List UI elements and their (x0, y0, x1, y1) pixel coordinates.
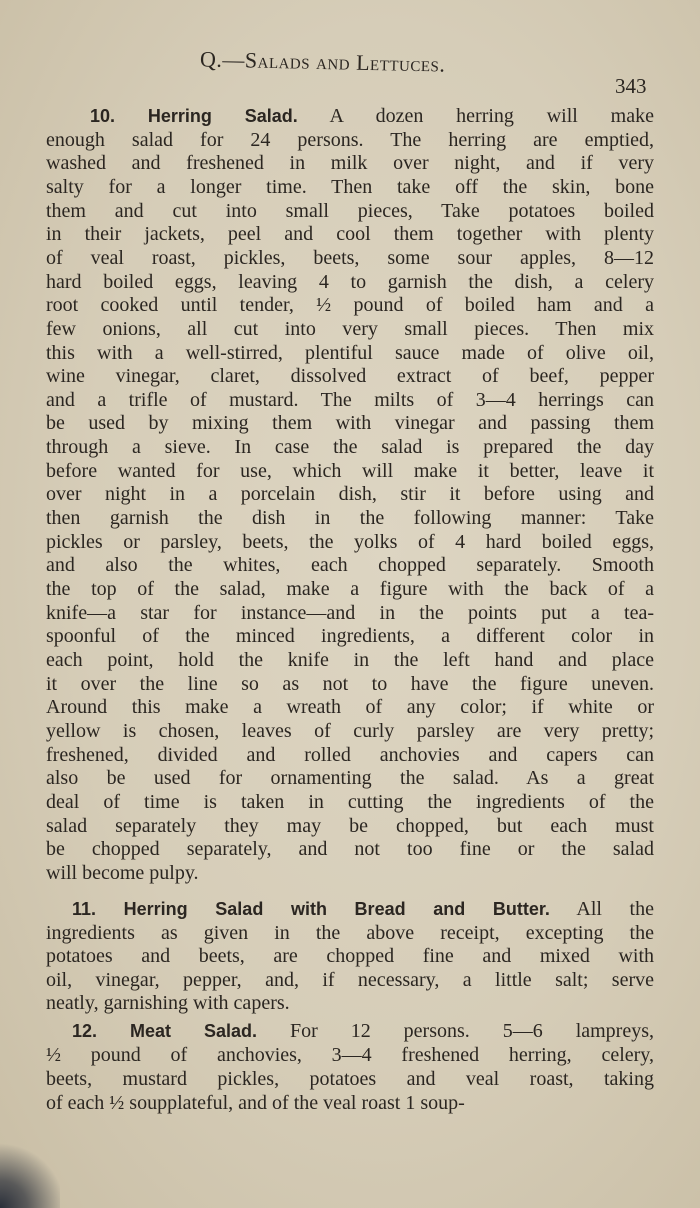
recipe-text: A dozen herring will make (329, 105, 654, 127)
recipe-text-line: wine vinegar, claret, dissolved extract of beef, pepper (46, 365, 654, 388)
recipe-text-line: deal of time is taken in cutting the ingredients of the (46, 790, 654, 813)
recipe-text: For 12 persons. 5—6 lampreys, (289, 1020, 655, 1042)
recipe-text-line: freshened, divided and rolled anchovies and capers can (46, 743, 654, 766)
recipe-title: Meat Salad. (130, 1021, 257, 1041)
recipe-text-line: beets, mustard pickles, potatoes and veal roast, taking (46, 1068, 654, 1090)
recipe-text-line: yellow is chosen, leaves of curly parsley are very pretty; (46, 719, 654, 742)
recipe-text-line: potatoes and beets, are chopped fine and mixed with (46, 945, 654, 968)
recipe-text-line: Around this make a wreath of any color; if white or (46, 696, 654, 719)
recipe-text-line: pickles or parsley, beets, the yolks of 4 hard boiled eggs, (46, 530, 654, 553)
recipe-text-line: before wanted for use, which will make it better, leave it (46, 459, 654, 482)
recipe-text-line: salty for a longer time. Then take off the skin, bone (46, 175, 654, 198)
recipe-text-line: root cooked until tender, ½ pound of boiled ham and a (46, 294, 654, 317)
page-edge-shadow (0, 1138, 60, 1208)
recipe-text-line: be used by mixing them with vinegar and passing them (46, 412, 654, 435)
recipe-text-line: and also the whites, each chopped separately. Smooth (46, 554, 654, 577)
recipe-text-line: the top of the salad, make a figure with the back of a (46, 578, 654, 600)
recipe-text-line: ½ pound of anchovies, 3—4 freshened herring, celery, (46, 1044, 654, 1066)
recipe-text-line: each point, hold the knife in the left hand and place (46, 648, 654, 671)
recipe-text-line: neatly, garnishing with capers. (46, 992, 290, 1015)
recipe-number: 10. (90, 106, 116, 126)
recipe-heading-line (72, 898, 654, 921)
recipe-text-line: through a sieve. In case the salad is prepared the day (46, 436, 654, 459)
recipe-text-line: enough salad for 24 persons. The herring are emptied, (46, 128, 654, 151)
recipe-title: Herring Salad. (147, 106, 298, 126)
recipe-text-line: and a trifle of mustard. The milts of 3—4 herrings can (46, 388, 654, 411)
recipe-text-line: few onions, all cut into very small pieces. Then mix (46, 317, 654, 340)
running-header: Q.—Salads and Lettuces. (199, 46, 446, 77)
recipe-text-line: it over the line so as not to have the figure uneven. (46, 672, 654, 695)
recipe-text-line: spoonful of the minced ingredients, a different color in (46, 625, 654, 648)
recipe-heading-line (72, 1020, 654, 1043)
recipe-text-line: also be used for ornamenting the salad. As a great (46, 767, 654, 790)
recipe-text-line: them and cut into small pieces, Take potatoes boiled (46, 199, 654, 222)
recipe-text-line: washed and freshened in milk over night, and if very (46, 152, 654, 175)
recipe-text-line: salad separately they may be chopped, but each must (46, 814, 654, 837)
recipe-number: 12. (72, 1021, 98, 1041)
recipe-number: 11. (72, 899, 97, 919)
recipe-text-line: hard boiled eggs, leaving 4 to garnish the dish, a celery (46, 270, 654, 293)
recipe-text-line: be chopped separately, and not too fine or the salad (46, 838, 654, 861)
recipe-text-line: over night in a porcelain dish, stir it before using and (46, 483, 654, 506)
recipe-heading-line (90, 105, 654, 128)
recipe-text-line: then garnish the dish in the following manner: Take (46, 507, 654, 530)
page-number: 343 (615, 74, 647, 98)
recipe-text-line: ingredients as given in the above receipt, excepting the (46, 921, 654, 944)
recipe-text-line: of veal roast, pickles, beets, some sour apples, 8—12 (46, 246, 654, 269)
recipe-text-line: this with a well-stirred, plentiful sauce made of olive oil, (46, 341, 654, 364)
recipe-text-line: oil, vinegar, pepper, and, if necessary, a little salt; serve (46, 968, 654, 991)
recipe-text-line: of each ½ soupplateful, and of the veal roast 1 soup- (46, 1092, 465, 1114)
recipe-title: Herring Salad with Bread and Butter. (123, 899, 550, 919)
recipe-text: All the (576, 898, 654, 920)
recipe-text-line: will become pulpy. (46, 861, 199, 884)
recipe-text-line: knife—a star for instance—and in the points put a tea- (46, 601, 654, 624)
recipe-text-line: in their jackets, peel and cool them together with plenty (46, 223, 654, 246)
